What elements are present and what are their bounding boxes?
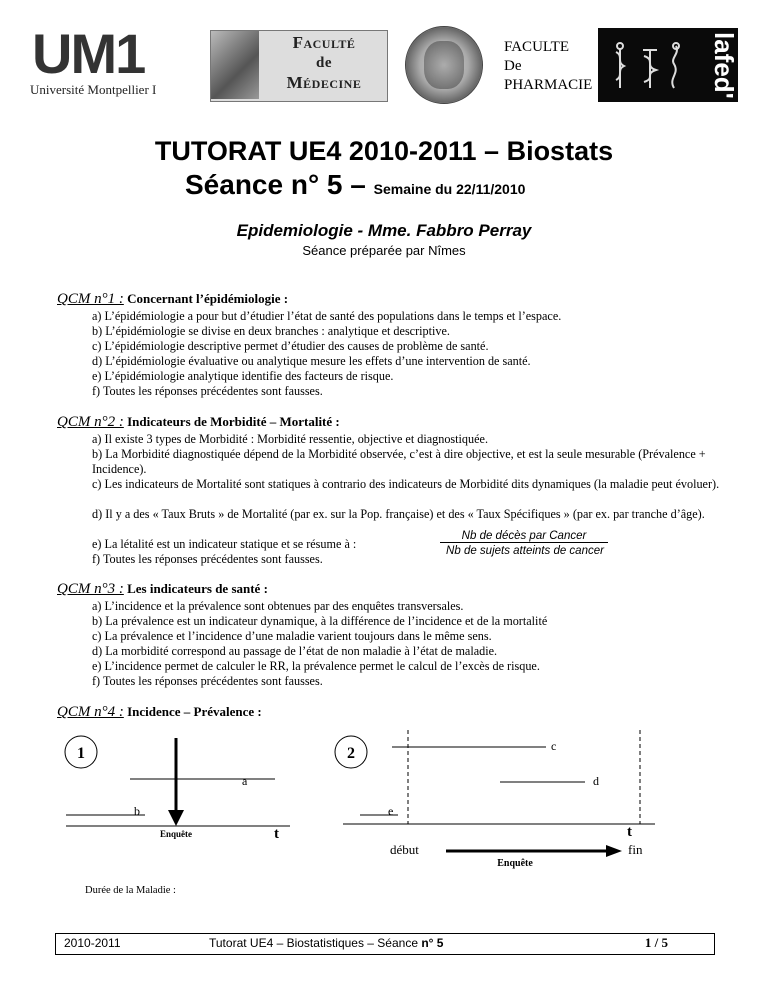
lafed-logo [598, 28, 738, 102]
qcm3-item-c: c) La prévalence et l’incidence d’une maladie varient toujours dans le même sens. [92, 629, 492, 643]
lafed-text: lafed' [709, 32, 739, 99]
fig2-enquete-label: Enquête [497, 858, 533, 869]
fig2-fin-label: fin [628, 842, 643, 857]
qcm2-item-a: a) Il existe 3 types de Morbidité : Morbidité ressentie, objective et diagnostiquée. [92, 432, 488, 446]
um1-logo [30, 24, 188, 100]
faculte-pharmacie [504, 38, 592, 95]
fac-med-line-1: Faculté [292, 33, 356, 52]
qcm3-title: Les indicateurs de santé : [127, 581, 268, 596]
qcm4-number: QCM n°4 : [57, 704, 124, 720]
fig2-t-label: t [627, 824, 632, 840]
fig2-number: 2 [347, 745, 355, 762]
caduceus-icon [610, 38, 690, 94]
qcm2-item-f: f) Toutes les réponses précédentes sont fausses. [92, 552, 323, 566]
footer-label [209, 936, 443, 950]
qcm3-item-d: d) La morbidité correspond au passage de l’état de non maladie à l’état de maladie. [92, 644, 498, 658]
incidence-prevalence-diagram [0, 715, 768, 885]
subject-title: Epidemiologie - Mme. Fabbro Perray [236, 221, 532, 240]
page-title: TUTORAT UE4 2010-2011 – Biostats [154, 136, 614, 166]
qcm1-item-f: f) Toutes les réponses précédentes sont fausses. [92, 384, 323, 398]
fig1-label-a: a [242, 774, 248, 788]
qcm3-item-f: f) Toutes les réponses précédentes sont fausses. [92, 674, 323, 688]
fac-med-line-3: Médecine [286, 73, 362, 92]
fig1-survey-arrowhead [168, 810, 184, 826]
qcm3-number: QCM n°3 : [57, 581, 124, 597]
qcm1-number: QCM n°1 : [57, 291, 124, 307]
qcm1-title: Concernant l’épidémiologie : [127, 291, 289, 306]
qcm3-item-b: b) La prévalence est un indicateur dynamique, à la différence de l’incidence et de la mortalité [92, 614, 548, 628]
fig2-label-e: e [388, 804, 394, 818]
fig1-number: 1 [77, 745, 85, 762]
qcm2-title: Indicateurs de Morbidité – Mortalité : [127, 414, 340, 429]
qcm1-heading [57, 291, 288, 308]
session-number: Séance n° 5 – [185, 169, 374, 200]
qcm3-heading [57, 581, 268, 598]
qcm3-item-a: a) L’incidence et la prévalence sont obtenues par des enquêtes transversales. [92, 599, 464, 613]
qcm1-item-c: c) L’épidémiologie descriptive permet d’étudier des causes de problème de santé. [92, 339, 489, 353]
fraction-denominator: Nb de sujets atteints de cancer [446, 545, 604, 557]
pharma-line-3: PHARMACIE [504, 77, 593, 93]
footer-seance: n° 5 [421, 936, 444, 950]
fig1-enquete-label: Enquête [159, 829, 193, 839]
qcm2-item-b-text: b) La Morbidité diagnostiquée dépend de la Morbidité observée, c’est à dire objective, et est la seule mesurable (Prévalence + Incidence). [92, 447, 706, 476]
qcm2-item-b [92, 447, 732, 477]
fig2-debut-label: début [390, 842, 419, 857]
um1-logo-mark: UM1 [32, 22, 145, 85]
session-week: Semaine du 22/11/2010 [373, 181, 526, 197]
fig1-label-b: b [134, 804, 140, 818]
seal-figure [424, 41, 464, 89]
qcm4-title: Incidence – Prévalence : [127, 704, 262, 719]
qcm1-item-a: a) L’épidémiologie a pour but d’étudier l’état de santé des populations dans le temps et l’espace. [92, 309, 562, 323]
duration-label: Durée de la Maladie : [85, 885, 176, 896]
um1-name: Université Montpellier I [30, 82, 157, 97]
qcm2-item-d: d) Il y a des « Taux Bruts » de Mortalité (par ex. sur la Pop. française) et des « Taux Spécifiques » (par ex. par tranche d’âge). [92, 507, 705, 521]
page-footer [55, 933, 715, 955]
qcm2-heading [57, 414, 340, 431]
qcm1-item-d: d) L’épidémiologie évaluative ou analytique mesure les effets d’une intervention de santé. [92, 354, 531, 368]
faculte-medecine-logo [210, 30, 388, 102]
qcm3-item-e: e) L’incidence permet de calculer le RR, la prévalence permet le calcul de l’excès de risque. [92, 659, 540, 673]
fig1-t-label: t [274, 826, 279, 842]
fig2-survey-arrowhead [606, 845, 622, 857]
qcm1-item-e: e) L’épidémiologie analytique identifie des facteurs de risque. [92, 369, 394, 383]
pharma-line-1: FACULTE [504, 39, 570, 55]
qcm2-item-c: c) Les indicateurs de Mortalité sont statiques à contrario des indicateurs de Morbidité dits dynamiques (la maladie peut évoluer). [92, 477, 720, 491]
fig2-label-c: c [551, 739, 557, 753]
qcm2-number: QCM n°2 : [57, 414, 124, 430]
building-image [211, 31, 259, 99]
fig2-label-d: d [593, 774, 599, 788]
faculte-medecine-text [263, 33, 385, 93]
footer-year: 2010-2011 [64, 936, 121, 950]
pharma-line-2: De [504, 58, 522, 74]
qcm1-item-b: b) L’épidémiologie se divise en deux branches : analytique et descriptive. [92, 324, 450, 338]
prepared-by: Séance préparée par Nîmes [302, 243, 466, 258]
page-number: 1 / 5 [644, 935, 668, 950]
fac-med-line-2: de [316, 55, 332, 71]
university-seal [405, 26, 483, 104]
session-title [185, 169, 525, 201]
footer-label-text: Tutorat UE4 – Biostatistiques – Séance [209, 936, 422, 950]
qcm2-item-e: e) La létalité est un indicateur statique et se résume à : [92, 537, 357, 551]
fraction-numerator: Nb de décès par Cancer [440, 530, 608, 543]
